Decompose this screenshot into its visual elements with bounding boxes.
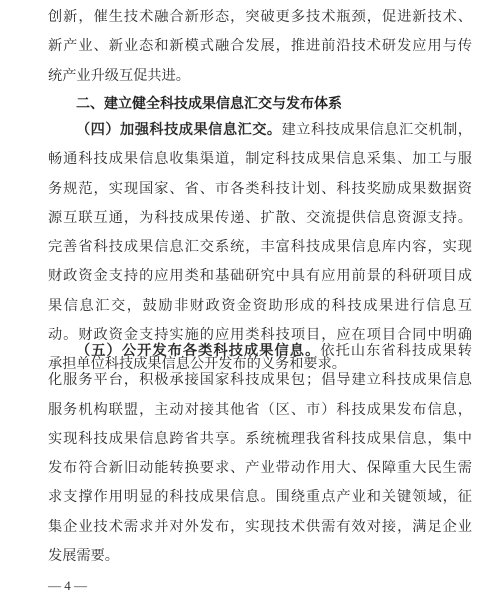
text-line: 发展需要。 — [48, 548, 119, 565]
text-line — [48, 116, 472, 145]
text-line: 实现科技成果信息跨省共享。系统梳理我省科技成果信息，集中 — [48, 430, 472, 447]
page-number: — 4 — — [48, 578, 87, 593]
text-line: 畅通科技成果信息收集渠道，制定科技成果信息采集、加工与服 — [48, 151, 472, 168]
text-line: 动。财政资金支持实施的应用类科技项目，应在项目合同中明确 — [48, 327, 472, 344]
section-heading-text: 二、建立健全科技成果信息汇交与发布体系 — [76, 96, 342, 112]
text-line — [48, 337, 472, 366]
text-line: 新产业、新业态和新模式融合发展，推进前沿技术研发应用与传 — [48, 38, 472, 55]
text-line: 财政资金支持的应用类和基础研究中具有应用前景的科研项目成 — [48, 268, 472, 285]
text-line: 化服务平台，积极承接国家科技成果包；倡导建立科技成果信息 — [48, 372, 472, 389]
text-line: 统产业升级互促共进。 — [48, 67, 190, 84]
text-line: 集企业技术需求并对外发布，实现技术供需有效对接，满足企业 — [48, 518, 472, 535]
text-line: 创新，催生技术融合新形态，突破更多技术瓶颈，促进新技术、 — [48, 9, 472, 25]
text-line: 求支撑作用明显的科技成果信息。围绕重点产业和关键领域，征 — [48, 489, 472, 506]
section-five-label: （五）公开发布各类科技成果信息。 — [76, 343, 321, 359]
text-line: 果信息汇交，鼓励非财政资金资助形成的科技成果进行信息互 — [48, 297, 472, 314]
text-line: 务规范，实现国家、省、市各类科技计划、科技奖励成果数据资 — [48, 180, 472, 197]
text-line: 发布符合新旧动能转换要求、产业带动作用大、保障重大民生需 — [48, 460, 472, 477]
section-four-first-line: 建立科技成果信息汇交机制， — [281, 122, 472, 138]
section-five-paragraph — [48, 337, 472, 571]
section-four-label: （四）加强科技成果信息汇交。 — [76, 122, 282, 138]
text-line: 完善省科技成果信息汇交系统，丰富科技成果信息库内容，实现 — [48, 239, 472, 256]
text-line: 源互联互通，为科技成果传递、扩散、交流提供信息资源支持。 — [48, 209, 472, 226]
text-line: 服务机构联盟，主动对接其他省（区、市）科技成果发布信息， — [48, 401, 472, 418]
intro-paragraph — [48, 3, 472, 91]
text-line: 承担单位科技成果信息公开发布的义务和要求。 — [48, 356, 346, 373]
section-five-first-line: 依托山东省科技成果转 — [320, 343, 472, 359]
